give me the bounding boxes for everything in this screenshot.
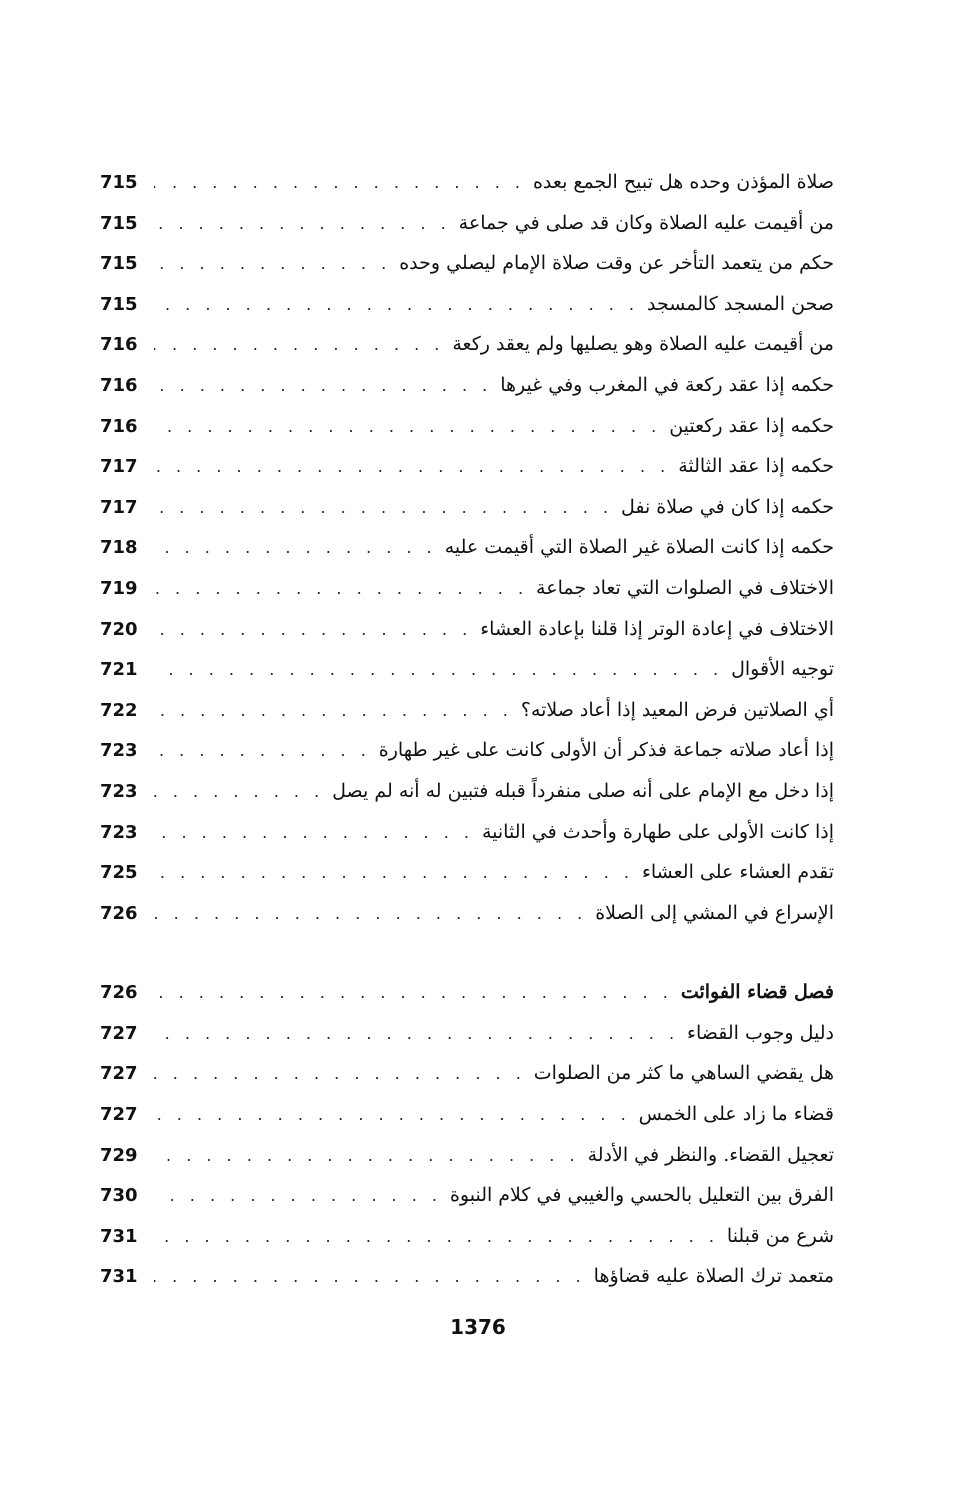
toc-entry-page: 719 (100, 577, 138, 599)
toc-entry (100, 690, 834, 731)
toc-entry-title: الفرق بين التعليل بالحسي والغيبي في كلام النبوة (449, 1184, 834, 1207)
toc-entry-title: صلاة المؤذن وحده هل تبيح الجمع بعده (532, 171, 834, 193)
dot-leader (154, 1257, 586, 1298)
toc-entry (100, 243, 834, 284)
table-of-contents (100, 162, 834, 1297)
toc-entry-title: فصل قضاء الفوائت (680, 981, 834, 1004)
dot-leader (154, 973, 673, 1014)
toc-entry-page: 726 (100, 982, 138, 1004)
dot-leader (154, 813, 474, 854)
toc-entry (100, 446, 834, 487)
dot-leader (154, 204, 451, 245)
toc-entry-page: 720 (100, 618, 138, 640)
toc-entry-title: الاختلاف في إعادة الوتر إذا قلنا بإعادة العشاء (480, 617, 834, 640)
toc-entry-page: 723 (100, 821, 138, 843)
toc-entry-page: 715 (100, 172, 138, 193)
toc-entry (100, 1094, 834, 1135)
dot-leader (154, 1054, 526, 1095)
toc-entry-page: 723 (100, 780, 138, 802)
dot-leader (154, 163, 525, 204)
toc-entry (100, 852, 834, 893)
toc-entry-title: إذا كانت الأولى على طهارة وأحدث في الثانية (481, 820, 834, 843)
toc-entry-title: إذا أعاد صلاته جماعة فذكر أن الأولى كانت على غير طهارة (378, 739, 834, 762)
toc-entry (100, 324, 834, 365)
toc-entry (100, 893, 834, 934)
toc-entry (100, 649, 834, 690)
dot-leader (154, 1176, 442, 1217)
dot-leader (154, 1014, 679, 1055)
toc-entry-page: 715 (100, 212, 138, 234)
toc-entry (100, 527, 834, 568)
dot-leader (154, 650, 723, 691)
toc-entry-page: 731 (100, 1266, 138, 1288)
toc-entry-title: هل يقضي الساهي ما كثر من الصلوات (533, 1062, 834, 1085)
toc-entry (100, 812, 834, 853)
toc-entry-title: حكمه إذا كانت الصلاة غير الصلاة التي أقيمت عليه (444, 536, 834, 559)
dot-leader (154, 366, 492, 407)
toc-group (100, 972, 834, 1297)
toc-entry-title: تقدم العشاء على العشاء (641, 861, 834, 884)
toc-entry-page: 717 (100, 456, 138, 478)
toc-entry (100, 365, 834, 406)
toc-entry-title: توجيه الأقوال (731, 658, 834, 681)
dot-leader (154, 772, 324, 813)
dot-leader (154, 488, 613, 529)
toc-entry-page: 721 (100, 659, 138, 681)
toc-entry-page: 727 (100, 1063, 138, 1085)
toc-entry (100, 1013, 834, 1054)
toc-entry (100, 1175, 834, 1216)
toc-entry-page: 716 (100, 334, 138, 356)
dot-leader (154, 1095, 631, 1136)
dot-leader (154, 610, 472, 651)
toc-entry (100, 568, 834, 609)
toc-entry-page: 725 (100, 862, 138, 884)
dot-leader (154, 447, 670, 488)
toc-entry (100, 1053, 834, 1094)
toc-entry (100, 1256, 834, 1297)
toc-entry (100, 203, 834, 244)
dot-leader (154, 731, 371, 772)
toc-entry (100, 406, 834, 447)
toc-entry-page: 729 (100, 1144, 138, 1166)
toc-entry-page: 718 (100, 537, 138, 559)
toc-entry-title: تعجيل القضاء. والنظر في الأدلة (587, 1143, 834, 1166)
toc-entry-title: حكم من يتعمد التأخر عن وقت صلاة الإمام ليصلي وحده (399, 252, 834, 275)
toc-entry-title: من أقيمت عليه الصلاة وهو يصليها ولم يعقد ركعة (452, 333, 834, 356)
toc-entry-page: 730 (100, 1185, 138, 1207)
toc-entry-title: إذا دخل مع الإمام على أنه صلى منفرداً قبله فتبين له أنه لم يصل (332, 779, 834, 802)
toc-entry-title: حكمه إذا عقد الثالثة (678, 455, 834, 478)
toc-entry (100, 1216, 834, 1257)
toc-entry-page: 717 (100, 496, 138, 518)
toc-entry-title: متعمد ترك الصلاة عليه قضاؤها (593, 1265, 834, 1288)
toc-entry-page: 716 (100, 415, 138, 437)
dot-leader (154, 894, 587, 935)
dot-leader (154, 853, 634, 894)
dot-leader (154, 1217, 719, 1258)
toc-entry-page: 715 (100, 293, 138, 315)
toc-entry-title: حكمه إذا كان في صلاة نفل (620, 495, 834, 518)
toc-group (100, 162, 834, 933)
toc-entry-page: 723 (100, 740, 138, 762)
toc-entry-page: 726 (100, 902, 138, 924)
toc-entry-page: 731 (100, 1225, 138, 1247)
toc-entry-title: حكمه إذا عقد ركعتين (669, 414, 834, 437)
toc-entry (100, 771, 834, 812)
toc-entry-page: 716 (100, 374, 138, 396)
toc-entry (100, 162, 834, 203)
dot-leader (154, 569, 528, 610)
toc-entry-page: 722 (100, 699, 138, 721)
dot-leader (154, 691, 513, 732)
toc-entry-page: 727 (100, 1104, 138, 1126)
toc-entry-title: الإسراع في المشي إلى الصلاة (595, 901, 834, 924)
toc-entry-title: الاختلاف في الصلوات التي تعاد جماعة (536, 576, 834, 599)
toc-entry (100, 609, 834, 650)
toc-entry-title: من أقيمت عليه الصلاة وكان قد صلى في جماعة (458, 211, 834, 234)
dot-leader (154, 325, 444, 366)
dot-leader (154, 285, 639, 326)
toc-entry-title: شرع من قبلنا (726, 1224, 834, 1247)
dot-leader (154, 244, 391, 285)
toc-entry (100, 284, 834, 325)
toc-entry (100, 730, 834, 771)
toc-entry-page: 715 (100, 253, 138, 275)
page-number: 1376 (450, 1315, 506, 1339)
toc-entry-page: 727 (100, 1022, 138, 1044)
toc-entry-title: حكمه إذا عقد ركعة في المغرب وفي غيرها (500, 373, 834, 396)
toc-entry (100, 1135, 834, 1176)
dot-leader (154, 407, 661, 448)
dot-leader (154, 1136, 580, 1177)
toc-entry-title: أي الصلاتين فرض المعيد إذا أعاد صلاته؟ (520, 698, 834, 721)
toc-entry (100, 487, 834, 528)
toc-entry-title: صحن المسجد كالمسجد (647, 292, 834, 315)
dot-leader (154, 528, 437, 569)
toc-entry-title: قضاء ما زاد على الخمس (638, 1103, 834, 1126)
toc-entry-title: دليل وجوب القضاء (687, 1021, 834, 1044)
toc-section-heading (100, 972, 834, 1013)
